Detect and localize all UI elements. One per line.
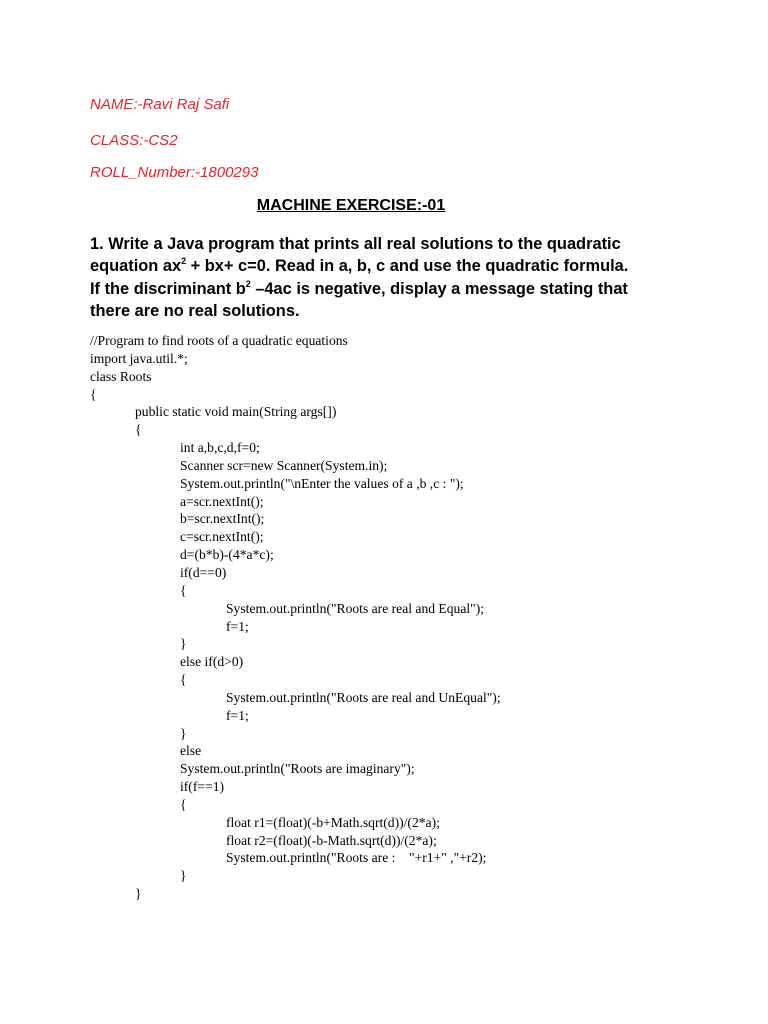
code-line: }	[180, 868, 187, 884]
code-line: float r2=(float)(-b-Math.sqrt(d))/(2*a);	[226, 832, 437, 848]
code-line: {	[135, 422, 142, 438]
student-roll-number: ROLL_Number:-1800293	[90, 164, 259, 181]
superscript: 2	[181, 256, 187, 267]
question-line: 1. Write a Java program that prints all real solutions to the quadratic	[90, 235, 621, 253]
code-line: {	[90, 386, 97, 402]
code-line: {	[180, 796, 187, 812]
code-line: f=1;	[226, 618, 249, 634]
code-listing	[90, 332, 501, 903]
question-line: equation $ax^2 + bx+ c=0$. Read in a, b, c and use the quadratic formula.	[90, 256, 629, 276]
code-line: System.out.println("\nEnter the values of a ,b ,c : ");	[180, 475, 464, 491]
code-line: import java.util.*;	[90, 350, 188, 366]
code-line: a=scr.nextInt();	[180, 493, 264, 509]
code-line: {	[180, 672, 187, 688]
code-line: if(d==0)	[180, 564, 227, 580]
code-line: {	[180, 582, 187, 598]
exercise-title: MACHINE EXERCISE:-01	[256, 197, 446, 214]
question-text	[90, 233, 690, 322]
code-line: System.out.println("Roots are real and Equal");	[226, 600, 484, 616]
code-line: System.out.println("Roots are imaginary");	[180, 761, 415, 777]
code-line: c=scr.nextInt();	[180, 529, 264, 545]
code-line: //Program to find roots of a quadratic equations	[90, 333, 348, 348]
code-line: }	[180, 636, 187, 652]
code-line: d=(b*b)-(4*a*c);	[180, 547, 274, 563]
code-line: else if(d>0)	[180, 654, 244, 670]
code-line: float r1=(float)(-b+Math.sqrt(d))/(2*a);	[226, 814, 440, 830]
code-line: System.out.println("Roots are real and UnEqual");	[226, 689, 501, 705]
code-line: public static void main(String args[])	[135, 404, 337, 420]
code-line: f=1;	[226, 707, 249, 723]
code-line: class Roots	[90, 368, 152, 384]
student-class: CLASS:-CS2	[90, 132, 178, 149]
question-line: there are no real solutions.	[90, 301, 300, 320]
code-line: System.out.println("Roots are : "+r1+" ,"+r2);	[226, 850, 487, 866]
code-line: if(f==1)	[180, 779, 225, 795]
code-line: int a,b,c,d,f=0;	[180, 440, 260, 456]
code-line: else	[180, 743, 202, 759]
code-line: Scanner scr=new Scanner(System.in);	[180, 457, 388, 473]
code-line: }	[135, 886, 142, 902]
code-line: }	[180, 725, 187, 741]
superscript: 2	[245, 278, 251, 289]
student-name: NAME:-Ravi Raj Safi	[90, 96, 230, 113]
question-line: If the discriminant $b^2$ –4ac is negative, display a message stating that	[90, 278, 628, 298]
code-line: b=scr.nextInt();	[180, 511, 265, 527]
